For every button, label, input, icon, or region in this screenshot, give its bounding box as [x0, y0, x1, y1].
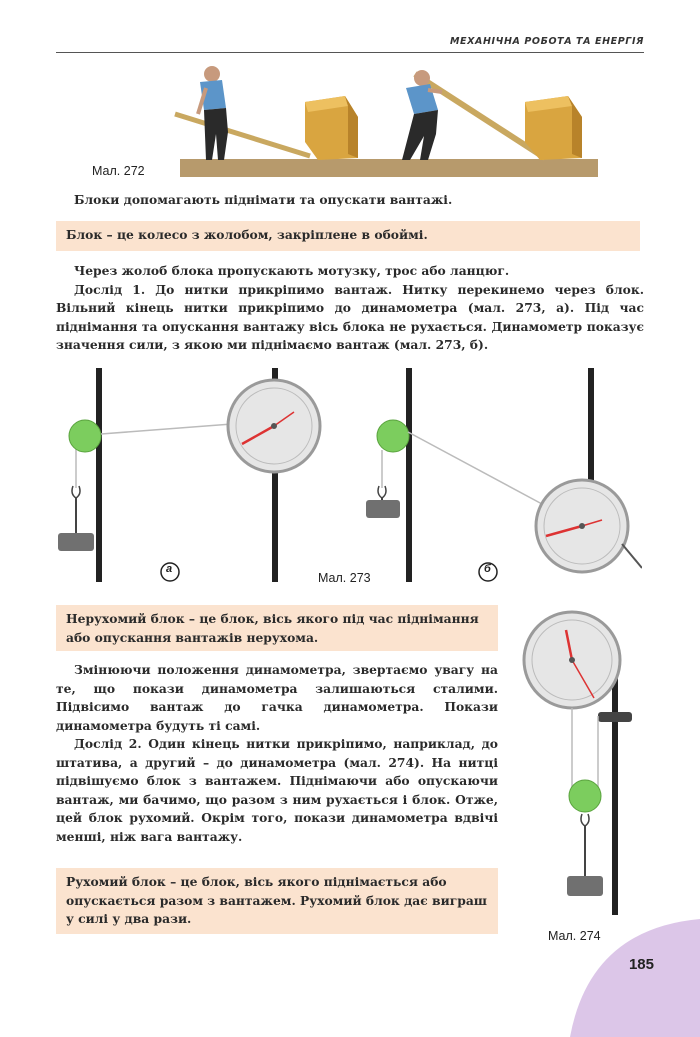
figure-273-illustration: [52, 368, 642, 584]
weight-274: [567, 876, 603, 896]
intro-text: [56, 191, 644, 210]
weight-a: [58, 533, 94, 551]
stand-rod-a: [96, 368, 102, 582]
definition-block-text: Блок – це колесо з жолобом, закріплене в обоймі.: [66, 227, 428, 242]
page-corner-decoration: [570, 919, 700, 1037]
figure-273-label-b: б: [484, 563, 491, 575]
pulley-intro-paragraph: Через жолоб блока пропускають мотузку, трос або ланцюг.: [74, 263, 510, 278]
figure-274-illustration: [516, 600, 646, 915]
definition-fixed-pulley: [56, 605, 498, 651]
experiment-2-body: Один кінець нитки прикріпимо, наприклад, до штатива, а другий – до динамометра (мал. 274). На нитці підвішуємо блок з вантажем. Піднімаючи або опускаючи вантаж, ми бачимо, що разом з ним рухається і блок. Отже, цей блок рухомий. Окрім того, покази динамометра вдвічі менші, ніж вага вантажу.: [56, 736, 499, 844]
movable-pulley-274: [569, 780, 601, 812]
experiment-2-text: [56, 661, 498, 846]
figure-274-caption: Мал. 274: [548, 929, 601, 943]
running-title: МЕХАНІЧНА РОБОТА ТА ЕНЕРГІЯ: [449, 36, 644, 47]
stand-rod-b: [406, 368, 412, 582]
weight-b: [366, 500, 400, 518]
dynamometer-paragraph: Змінюючи положення динамометра, звертаємо увагу на те, що покази динамометра залишаються сталими. Підвісимо вантаж до гачка динамометра. Покази динамометра будуть ті самі.: [56, 662, 498, 733]
intro-paragraph: Блоки допомагають піднімати та опускати вантажі.: [74, 192, 453, 207]
definition-movable-pulley-text: Рухомий блок – це блок, вісь якого піднімається або опускається разом з вантажем. Рухомий блок дає виграш у силі у два рази.: [66, 874, 488, 926]
experiment-1-paragraph: [56, 281, 644, 355]
fixed-pulley-b: [377, 420, 409, 452]
stand-rod-274: [612, 660, 618, 915]
experiment-2-lead: Дослід 2.: [74, 736, 142, 751]
experiment-1-body: До нитки прикріпимо вантаж. Нитку перекинемо через блок. Вільний кінець нитки прикріпимо до динамометра (мал. 273, а). Під час піднімання та опускання вантажу вісь блока не рухається. Динамометр показує значення сили, з якою ми піднімаємо вантаж (мал. 273, б).: [56, 281, 644, 352]
page-number: 185: [628, 956, 654, 973]
definition-block: [56, 221, 640, 251]
definition-movable-pulley: [56, 868, 498, 934]
experiment-1-text: [56, 262, 644, 355]
experiment-2-paragraph: [56, 735, 498, 846]
figure-273-caption: Мал. 273: [318, 571, 371, 585]
figure-272-illustration: [170, 62, 600, 180]
fixed-pulley-a: [69, 420, 101, 452]
definition-fixed-pulley-text: Нерухомий блок – це блок, вісь якого під час піднімання або опускання вантажів нерухома.: [66, 611, 479, 645]
ground-floor: [180, 159, 598, 177]
running-header: [56, 38, 644, 53]
figure-272-caption: Мал. 272: [92, 164, 145, 178]
figure-273-label-a: а: [166, 563, 173, 575]
experiment-1-lead: Дослід 1.: [74, 281, 146, 297]
